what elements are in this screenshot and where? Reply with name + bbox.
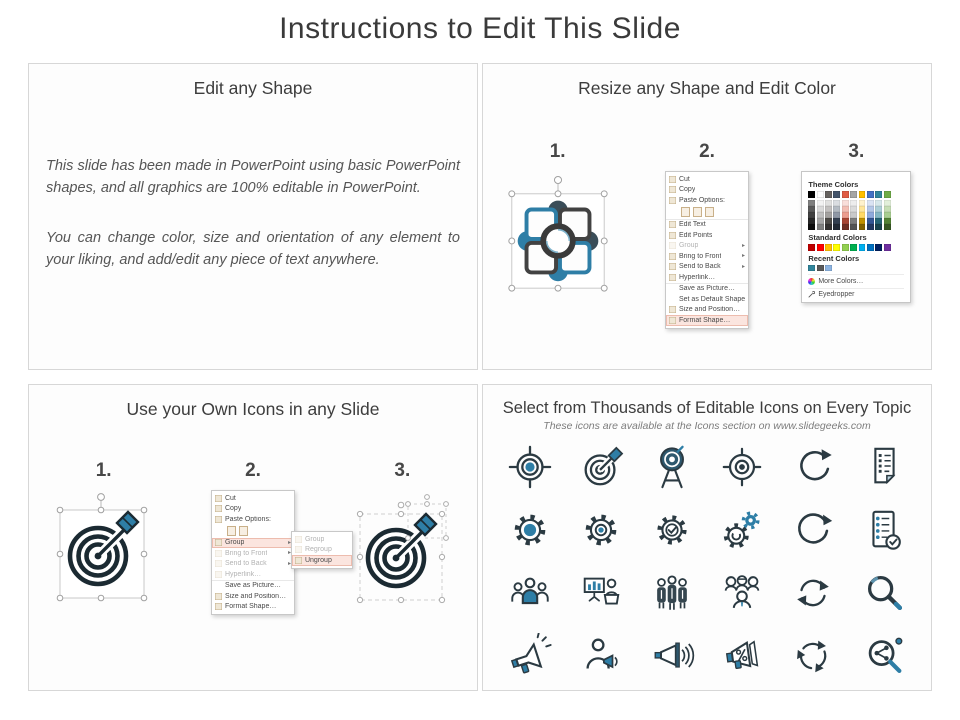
paste-options-row <box>212 525 294 538</box>
ungrouped-target-icon-graphic[interactable] <box>346 490 458 616</box>
menu-item-copy[interactable]: Copy <box>212 504 294 515</box>
menu-item-set-as-default-shape[interactable]: Set as Default Shape <box>678 295 745 303</box>
body-text-block <box>29 155 477 271</box>
paste-option-icon[interactable] <box>681 207 690 217</box>
selected-target-icon-graphic[interactable] <box>48 490 160 616</box>
panel-own-icons <box>28 384 478 691</box>
recent-colors-label: Recent Colors <box>808 253 860 263</box>
menu-item-icon <box>669 242 676 249</box>
color-swatch[interactable] <box>859 244 866 251</box>
magnifier-icon[interactable] <box>861 570 907 616</box>
theme-colors-label: Theme Colors <box>808 180 859 189</box>
icon-library-grid <box>483 432 931 679</box>
color-swatch[interactable] <box>850 244 857 251</box>
step-1-label: 1. <box>549 141 566 162</box>
panel-heading: Use your Own Icons in any Slide <box>126 399 380 419</box>
context-menu-shape <box>665 171 749 329</box>
team-faces-icon[interactable] <box>719 570 765 616</box>
panel-resize-edit-color <box>482 63 932 370</box>
presentation-trainer-icon[interactable] <box>578 570 624 616</box>
color-swatch[interactable] <box>850 224 857 230</box>
color-swatch[interactable] <box>808 244 815 251</box>
menu-item-group[interactable]: Group ▸ <box>212 538 294 549</box>
panel-edit-any-shape <box>28 63 478 370</box>
people-group-icon[interactable] <box>507 570 553 616</box>
menu-item-icon <box>669 306 676 313</box>
step-2-label: 2. <box>699 141 715 162</box>
menu-item-icon <box>669 221 676 228</box>
sync-arrows-icon[interactable] <box>790 570 836 616</box>
color-wheel-icon <box>808 278 815 285</box>
menu-item-save-as-picture[interactable]: Save as Picture… <box>666 283 748 295</box>
color-swatch[interactable] <box>808 224 815 230</box>
step-2-label: 2. <box>245 460 261 481</box>
selected-shape-graphic[interactable] <box>499 171 617 309</box>
eyedropper-icon <box>808 291 815 298</box>
menu-item-icon <box>669 176 676 183</box>
more-colors-label: More Colors… <box>818 277 864 285</box>
submenu-arrow-icon: ▸ <box>287 539 291 546</box>
dartboard-stand-icon[interactable] <box>649 444 695 490</box>
menu-item-hyperlink: Hyperlink… <box>212 569 294 580</box>
color-swatch[interactable] <box>817 265 824 272</box>
color-picker-dropdown <box>801 171 911 303</box>
person-announcement-icon[interactable] <box>578 633 624 679</box>
steps-row <box>483 141 931 163</box>
context-menu-group <box>211 490 332 615</box>
color-swatch[interactable] <box>817 191 824 198</box>
step-1-label: 1. <box>95 460 112 481</box>
menu-item-icon <box>669 317 676 324</box>
crosshair-dot-icon[interactable] <box>719 444 765 490</box>
graphics-row <box>483 171 931 329</box>
color-swatch[interactable] <box>833 244 840 251</box>
menu-item-format-shape[interactable]: Format Shape… <box>212 602 294 613</box>
menu-item-icon <box>669 253 676 260</box>
submenu-arrow-icon: ▸ <box>287 550 291 557</box>
megaphone-burst-icon[interactable] <box>507 633 553 679</box>
menu-item-send-to-back: Send to Back ▸ <box>212 559 294 570</box>
color-swatch[interactable] <box>817 224 824 230</box>
menu-item-group: Group ▸ <box>666 241 748 252</box>
menu-item-icon <box>215 495 222 502</box>
color-swatch[interactable] <box>850 191 857 198</box>
paragraph-editable-shapes: This slide has been made in PowerPoint using basic PowerPoint shapes, and all graphics are 100% editable in PowerPoint. <box>46 158 460 197</box>
menu-item-icon <box>215 505 222 512</box>
menu-item-ungroup[interactable]: Ungroup <box>292 555 352 566</box>
panel-subheading: These icons are available at the Icons section on www.slidegeeks.com <box>543 420 871 432</box>
menu-item-hyperlink[interactable]: Hyperlink… <box>666 272 748 283</box>
panel-icon-library <box>482 384 932 691</box>
graphics-row <box>29 490 477 616</box>
panel-heading: Select from Thousands of Editable Icons on Every Topic <box>502 399 912 417</box>
menu-item-paste-options[interactable]: Paste Options: <box>212 514 294 525</box>
menu-item-icon <box>669 263 676 270</box>
paste-option-icon[interactable] <box>239 526 248 536</box>
menu-item-icon <box>215 516 222 523</box>
color-swatch[interactable] <box>867 224 874 230</box>
color-swatch[interactable] <box>833 191 840 198</box>
rotate-handle-icon <box>554 176 561 183</box>
theme-tints-grid <box>808 200 904 230</box>
target-dart-icon[interactable] <box>578 444 624 490</box>
color-swatch[interactable] <box>867 244 874 251</box>
color-swatch[interactable] <box>867 191 874 198</box>
color-swatch[interactable] <box>842 224 849 230</box>
paste-option-icon[interactable] <box>227 526 236 536</box>
color-swatch[interactable] <box>842 191 849 198</box>
more-colors-item[interactable] <box>808 274 904 285</box>
color-swatch[interactable] <box>884 191 891 198</box>
menu-item-paste-options[interactable]: Paste Options: <box>666 195 748 206</box>
color-swatch[interactable] <box>825 244 832 251</box>
paste-option-icon[interactable] <box>705 207 714 217</box>
color-swatch[interactable] <box>825 265 832 272</box>
color-swatch[interactable] <box>875 244 882 251</box>
recent-colors-row <box>808 265 904 272</box>
document-list-icon[interactable] <box>861 444 907 490</box>
step-3-label: 3. <box>848 141 865 162</box>
step-3-label: 3. <box>394 460 411 481</box>
theme-colors-row <box>808 191 904 198</box>
color-swatch[interactable] <box>884 224 891 230</box>
color-swatch[interactable] <box>875 191 882 198</box>
menu-item-format-shape[interactable]: Format Shape… <box>666 315 748 326</box>
menu-item-icon <box>295 557 302 564</box>
menu-item-icon <box>215 550 222 557</box>
steps-row <box>29 460 477 482</box>
menu-item-icon <box>669 197 676 204</box>
menu-item-cut[interactable]: Cut <box>212 493 294 504</box>
menu-item-icon <box>215 560 222 567</box>
rotate-left-arrow-icon[interactable] <box>790 444 836 490</box>
menu-item-size-and-position[interactable]: Size and Position… <box>666 305 748 316</box>
menu-item-icon <box>215 571 222 578</box>
quadrant-grid <box>28 63 932 691</box>
menu-item-bring-to-front: Bring to Front ▸ <box>212 548 294 559</box>
slide-title: Instructions to Edit This Slide <box>279 12 681 45</box>
paragraph-change-color: You can change color, size and orientation of any element to your liking, and add/edit any piece of text anywhere. <box>46 230 460 269</box>
eyedropper-item[interactable] <box>808 288 904 299</box>
team-standing-icon[interactable] <box>649 570 695 616</box>
menu-item-icon <box>215 539 222 546</box>
eyedropper-label: Eyedropper <box>818 291 855 299</box>
color-swatch[interactable] <box>842 244 849 251</box>
color-swatch[interactable] <box>833 224 840 230</box>
menu-item-group: Group <box>292 534 352 545</box>
menu-item-edit-text[interactable]: Edit Text <box>666 219 748 231</box>
submenu-arrow-icon: ▸ <box>741 242 745 249</box>
menu-item-save-as-picture[interactable]: Save as Picture… <box>212 580 294 592</box>
gear-dot-icon[interactable] <box>578 507 624 553</box>
color-swatch[interactable] <box>808 265 815 272</box>
menu-item-icon <box>215 593 222 600</box>
submenu-arrow-icon: ▸ <box>741 253 745 260</box>
submenu-arrow-icon: ▸ <box>741 263 745 270</box>
target-crosshair-icon[interactable] <box>507 444 553 490</box>
paste-option-icon[interactable] <box>693 207 702 217</box>
menu-item-size-and-position[interactable]: Size and Position… <box>212 591 294 602</box>
menu-item-icon <box>295 536 302 543</box>
menu-item-icon <box>669 186 676 193</box>
color-swatch[interactable] <box>825 191 832 198</box>
color-swatch[interactable] <box>859 191 866 198</box>
panel-heading: Resize any Shape and Edit Color <box>578 78 836 98</box>
menu-item-regroup: Regroup <box>292 545 352 556</box>
menu-item-bring-to-front[interactable]: Bring to Front ▸ <box>666 251 748 262</box>
color-swatch[interactable] <box>808 191 815 198</box>
submenu-arrow-icon: ▸ <box>287 560 291 567</box>
paste-options-row <box>666 206 748 219</box>
menu-item-icon <box>295 546 302 553</box>
checklist-check-icon[interactable] <box>861 507 907 553</box>
magnifier-share-icon[interactable] <box>861 633 907 679</box>
megaphone-waves-icon[interactable] <box>649 633 695 679</box>
double-gears-icon[interactable] <box>719 507 765 553</box>
color-swatch[interactable] <box>859 224 866 230</box>
standard-colors-label: Standard Colors <box>808 232 867 242</box>
menu-item-send-to-back[interactable]: Send to Back ▸ <box>666 262 748 273</box>
color-swatch[interactable] <box>875 224 882 230</box>
gear-check-icon[interactable] <box>649 507 695 553</box>
menu-item-cut[interactable]: Cut <box>666 174 748 185</box>
menu-item-icon <box>215 603 222 610</box>
menu-item-edit-points[interactable]: Edit Points <box>666 230 748 241</box>
menu-item-copy[interactable]: Copy <box>666 185 748 196</box>
color-swatch[interactable] <box>825 224 832 230</box>
standard-colors-row <box>808 244 904 251</box>
color-swatch[interactable] <box>817 244 824 251</box>
rotate-handle-icon <box>97 494 104 501</box>
gear-filled-icon[interactable] <box>507 507 553 553</box>
menu-item-icon <box>669 274 676 281</box>
panel-heading: Edit any Shape <box>193 78 313 98</box>
color-swatch[interactable] <box>884 244 891 251</box>
cycle-arrows-icon[interactable] <box>790 633 836 679</box>
menu-item-icon <box>669 232 676 239</box>
megaphone-discount-icon[interactable] <box>719 633 765 679</box>
rotate-circle-arrow-icon[interactable] <box>790 507 836 553</box>
